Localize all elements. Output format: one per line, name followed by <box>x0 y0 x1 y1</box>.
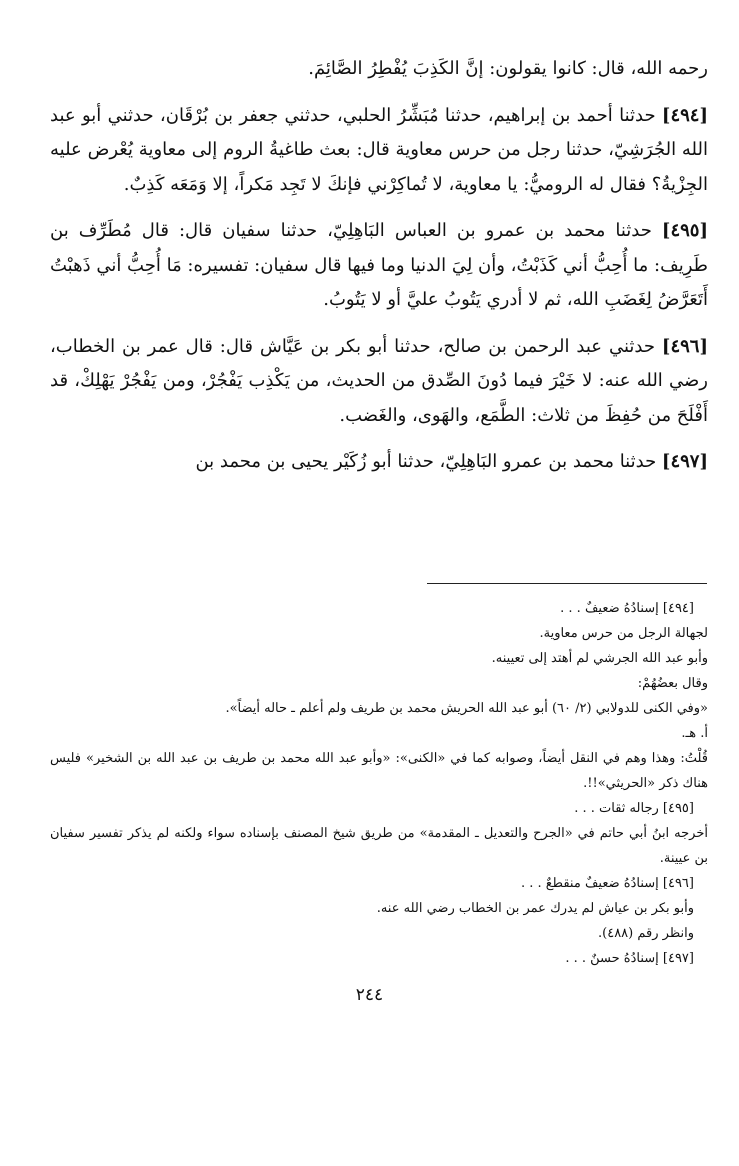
footnote-line: وأبو بكر بن عياش لم يدرك عمر بن الخطاب رضي الله عنه. <box>376 901 694 916</box>
footnote-line: أخرجه ابنُ أبي حاتم في «الجرح والتعديل ـ المقدمة» من طريق شيخ المصنف بإسناده سواء ولكنه لم يذكر تفسير سفيان بن عيينة. <box>50 826 708 866</box>
hadith-496 <box>50 330 708 434</box>
footnote-line: «وفي الكنى للدولابي (٢/ ٦٠) أبو عبد الله الحريش محمد بن طريف ولم أعلم ـ حاله أيضاً». <box>225 701 708 716</box>
hadith-number: [٤٩٦] <box>661 335 708 357</box>
footnote-line: [٤٩٥] رجاله ثقات . . . <box>574 801 694 816</box>
hadith-text: حدثني عبد الرحمن بن صالح، حدثنا أبو بكر بن عَيَّاش قال: قال عمر بن الخطاب، رضي الله عنه: لا خَيْرَ فيما دُونَ الصِّدق من الحديث، من يَكْذِب يَفْجُرْ، ومن يَفْجُرْ يَهْلِكْ، قد أَفْلَحَ من حُفِظَ من ثلاث: الطَّمَع، والهَوى، والغَضب. <box>50 335 708 426</box>
footnote-line: [٤٩٧] إسنادُهُ حسنٌ . . . <box>565 951 694 966</box>
hadith-number: [٤٩٥] <box>661 220 708 241</box>
page-number: ٢٤٤ <box>355 985 384 1005</box>
hadith-text: حدثنا محمد بن عمرو بن العباس البَاهِلِيّ، حدثنا سفيان قال: قال مُطَرِّف بن طَرِيف: ما أُحِبُّ أني كَذَبْتُ، وأن لِيَ الدنيا وما فيها قال سفيان: تفسيره: مَا أُحِبُّ أني ذَهبْتُ أَتَعَرَّضُ لِغَضَبِ الله، ثم لا أدري يَتُوبُ عليَّ أو لا يَتُوبُ. <box>49 220 708 310</box>
footnotes <box>50 596 708 971</box>
hadith-497 <box>50 445 708 480</box>
footnote-line: [٤٩٤] إسنادُهُ ضعيفٌ . . . <box>560 601 694 616</box>
footnote-line: قُلْتُ: وهذا وهم في النقل أيضاً، وصوابه كما في «الكنى»: «وأبو عبد الله محمد بن طريف بن عبد الله بن الشخير» فليس هناك ذكر «الحريثي»!!. <box>50 751 708 791</box>
hadith-494 <box>50 99 708 203</box>
footnote-line: وأبو عبد الله الجرشي لم أهتد إلى تعيينه. <box>491 651 708 666</box>
footnote-line: [٤٩٦] إسنادُهُ ضعيفٌ منقطعٌ . . . <box>520 876 694 891</box>
main-text <box>50 52 708 492</box>
hadith-number: [٤٩٧] <box>661 451 708 472</box>
hadith-text: حدثنا محمد بن عمرو البَاهِلِيّ، حدثنا أبو زُكَيْر يحيى بن محمد بن <box>195 451 662 472</box>
hadith-495 <box>50 214 708 318</box>
footnote-line: لجهالة الرجل من حرس معاوية. <box>539 626 708 641</box>
hadith-text: حدثنا أحمد بن إبراهيم، حدثنا مُبَشِّرُ الحلبي، حدثني جعفر بن بُرْقَان، حدثني أبو عبد الله الجُرَشِيّ، حدثنا رجل من حرس معاوية قال: بعث طاغيةُ الروم إلى معاوية يُعْرض عليه الجِزْيةُ؟ فقال له الروميُّ: يا معاوية، لا تُماكِرْني فإنكَ لا تَجِد مَكراً، إلا وَمَعَه كَذِبٌ. <box>50 104 708 195</box>
footnote-divider <box>427 583 707 584</box>
continuation-line: رحمه الله، قال: كانوا يقولون: إنَّ الكَذِبَ يُفْطِرُ الصَّائِمَ. <box>308 58 708 79</box>
footnote-line: وقال بعضُهُمْ: <box>637 676 708 691</box>
footnote-line: أ. هـ. <box>681 726 708 741</box>
footnote-line: وانظر رقم (٤٨٨). <box>598 926 694 941</box>
hadith-number: [٤٩٤] <box>661 104 708 126</box>
